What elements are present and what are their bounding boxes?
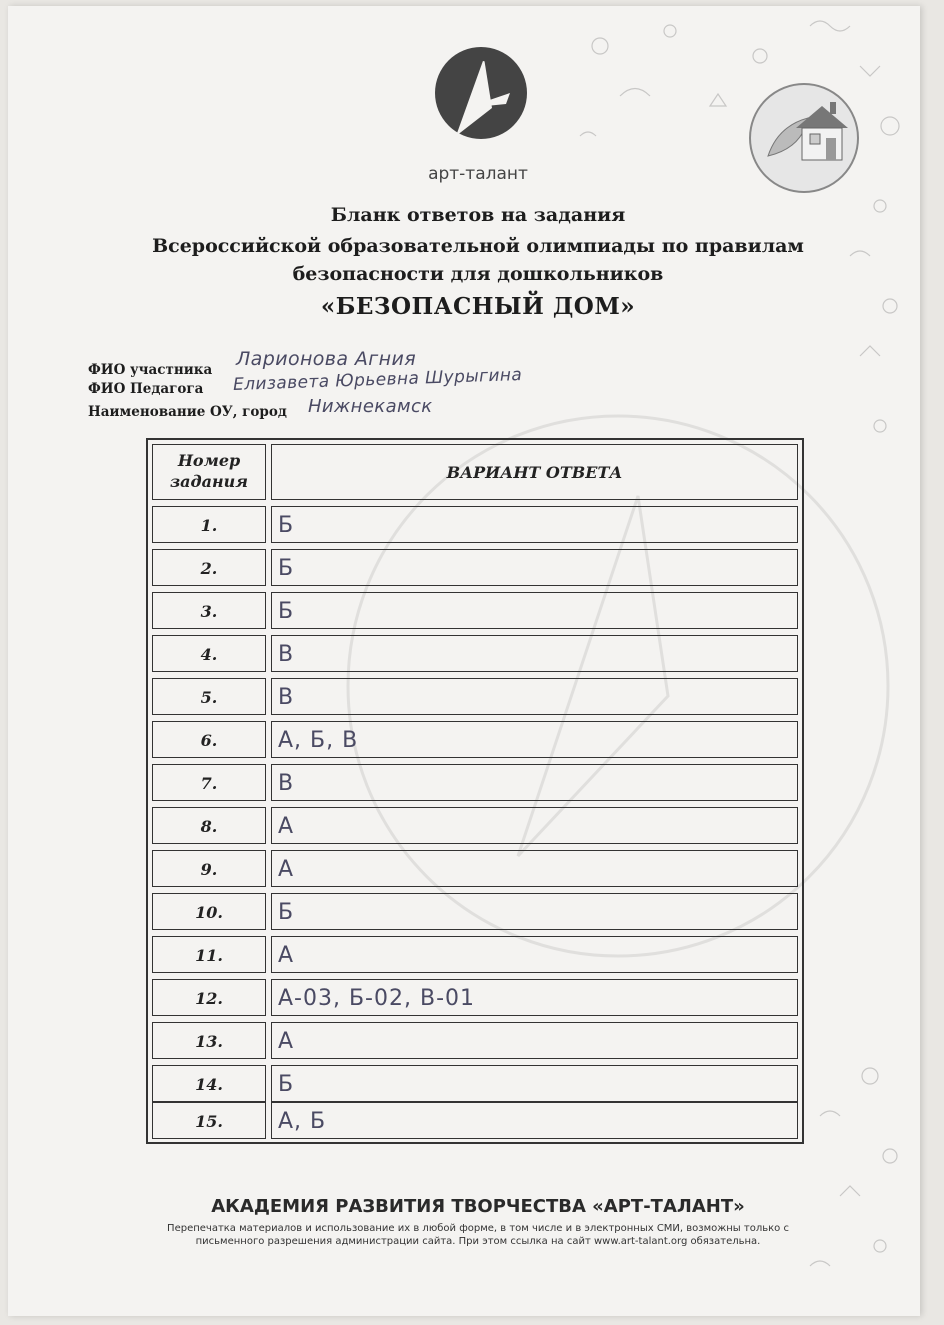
title-line-2: Всероссийской образовательной олимпиады по правилам [152, 235, 804, 257]
answer-cell[interactable]: А, Б, В [271, 721, 798, 758]
answer-cell[interactable]: А-03, Б-02, В-01 [271, 979, 798, 1016]
answer-cell[interactable]: В [271, 635, 798, 672]
task-number: 5. [152, 678, 266, 715]
answer-cell[interactable]: В [271, 764, 798, 801]
title-line-1: Бланк ответов на задания [330, 204, 626, 226]
table-row [152, 807, 798, 844]
school-city-handwritten: Нижнекамск [308, 396, 433, 417]
answer-cell[interactable]: В [271, 678, 798, 715]
answer-cell[interactable]: А [271, 850, 798, 887]
answer-cell[interactable]: Б [271, 592, 798, 629]
table-row [152, 1065, 798, 1102]
task-number: 13. [152, 1022, 266, 1059]
house-logo [744, 78, 864, 198]
art-talant-logo [426, 38, 536, 168]
answer-cell[interactable]: Б [271, 1065, 798, 1102]
task-number: 10. [152, 893, 266, 930]
task-number: 4. [152, 635, 266, 672]
answer-cell[interactable]: Б [271, 506, 798, 543]
table-row [152, 893, 798, 930]
teacher-label: ФИО Педагога [88, 381, 204, 397]
task-number: 8. [152, 807, 266, 844]
answer-cell[interactable]: А [271, 936, 798, 973]
title-line-3: безопасности для дошкольников [292, 263, 664, 285]
task-number: 3. [152, 592, 266, 629]
task-number: 6. [152, 721, 266, 758]
footer-academy-title: АКАДЕМИЯ РАЗВИТИЯ ТВОРЧЕСТВА «АРТ-ТАЛАНТ» [211, 1196, 745, 1217]
table-row [152, 764, 798, 801]
task-number: 11. [152, 936, 266, 973]
task-number: 12. [152, 979, 266, 1016]
title-olympiad-name: «БЕЗОПАСНЫЙ ДОМ» [320, 293, 636, 320]
task-number: 14. [152, 1065, 266, 1102]
school-label: Наименование ОУ, город [88, 404, 287, 420]
table-row [152, 1102, 798, 1139]
teacher-name-handwritten: Елизавета Юрьевна Шурыгина [232, 364, 523, 396]
table-row [152, 850, 798, 887]
header-task-number: Номер задания [152, 444, 266, 500]
task-number: 7. [152, 764, 266, 801]
table-row [152, 1022, 798, 1059]
logo-brand-text: арт-талант [428, 164, 528, 184]
task-number: 15. [152, 1102, 266, 1139]
participant-label: ФИО участника [88, 362, 213, 378]
table-row [152, 678, 798, 715]
participant-name-handwritten: Ларионова Агния [236, 348, 417, 370]
table-row [152, 979, 798, 1016]
table-row [152, 936, 798, 973]
table-row [152, 549, 798, 586]
footer-copyright-note [118, 1222, 838, 1248]
header-answer-variant: ВАРИАНТ ОТВЕТА [271, 444, 798, 500]
table-row [152, 721, 798, 758]
task-number: 9. [152, 850, 266, 887]
task-number: 1. [152, 506, 266, 543]
answer-cell[interactable]: Б [271, 549, 798, 586]
table-row [152, 635, 798, 672]
answer-cell[interactable]: А [271, 807, 798, 844]
footer-note-line-2: письменного разрешения администрации сайта. При этом ссылка на сайт www.art-talant.org обязательна. [195, 1236, 761, 1247]
task-number: 2. [152, 549, 266, 586]
table-row [152, 592, 798, 629]
answer-sheet [8, 6, 920, 1316]
answer-cell[interactable]: Б [271, 893, 798, 930]
table-row [152, 506, 798, 543]
answer-cell[interactable]: А [271, 1022, 798, 1059]
answer-cell[interactable]: А, Б [271, 1102, 798, 1139]
footer-note-line-1: Перепечатка материалов и использование их в любой форме, в том числе и в электронных СМИ, возможны только с [167, 1223, 789, 1234]
